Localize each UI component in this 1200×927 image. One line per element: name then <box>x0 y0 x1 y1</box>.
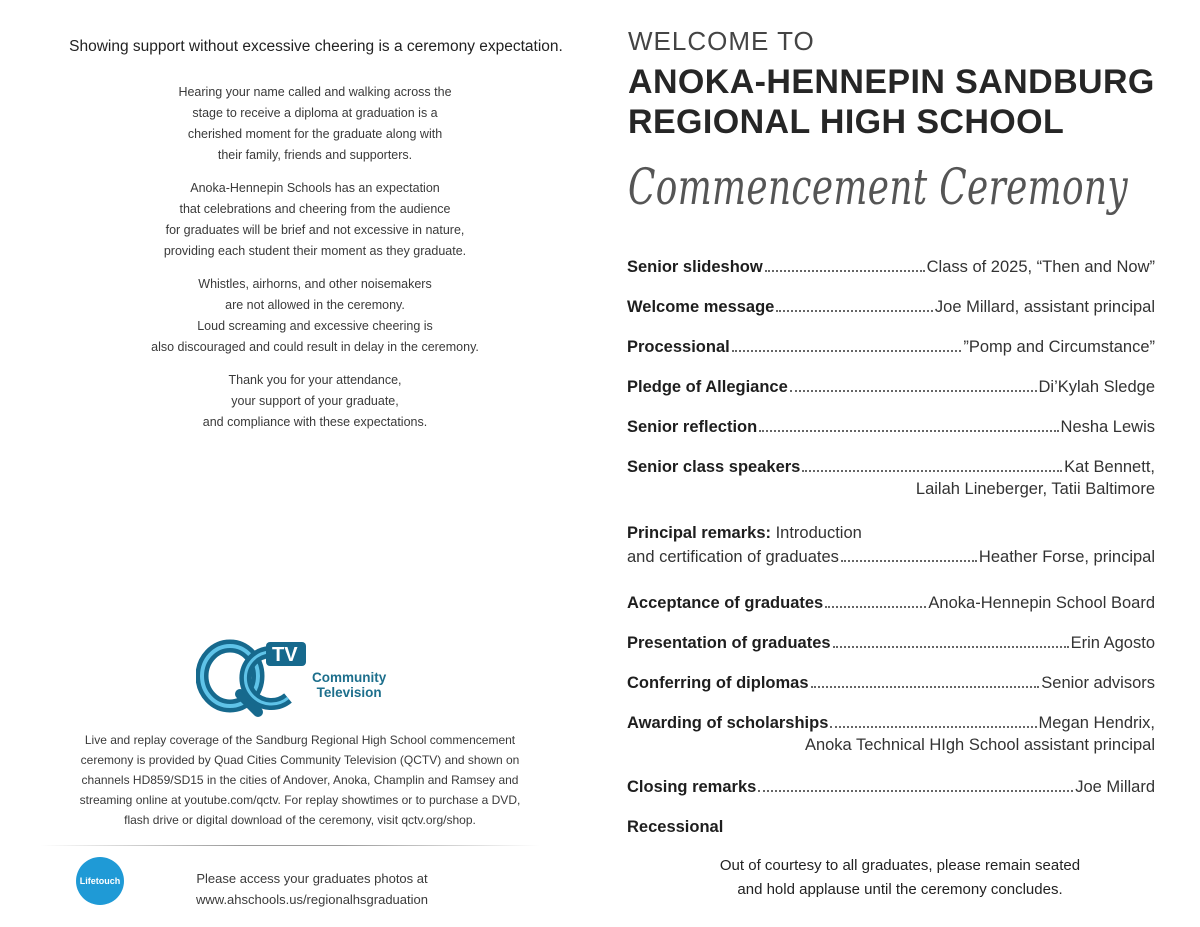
program-row <box>627 813 1155 853</box>
program-value: Nesha Lewis <box>1060 418 1155 436</box>
dot-leader <box>833 646 1069 648</box>
program-row <box>627 293 1155 333</box>
program-label: Processional <box>627 338 730 356</box>
program-value: Kat Bennett, <box>1064 458 1155 476</box>
program-value: Megan Hendrix, <box>1038 714 1155 732</box>
right-panel <box>600 0 1200 927</box>
script-title-text: Commencement Ceremony <box>628 158 1129 216</box>
program-value-continued: Lailah Lineberger, Tatii Baltimore <box>915 480 1155 498</box>
program-value: Erin Agosto <box>1070 634 1155 652</box>
program-value: Heather Forse, principal <box>978 548 1155 566</box>
program-label: Conferring of diplomas <box>627 674 809 692</box>
script-title-svg <box>626 146 1136 230</box>
school-name: ANOKA-HENNEPIN SANDBURG REGIONAL HIGH SCHOOL <box>628 63 1155 141</box>
program-value: ”Pomp and Circumstance” <box>963 338 1155 356</box>
program-label: Senior slideshow <box>627 258 763 276</box>
lifetouch-logo: Lifetouch <box>76 857 124 905</box>
program-label: Senior class speakers <box>627 458 801 476</box>
program-value-continued: Anoka Technical HIgh School assistant principal <box>804 736 1155 754</box>
program-row <box>627 709 1155 773</box>
program-label: Pledge of Allegiance <box>627 378 788 396</box>
program-label: Welcome message <box>627 298 775 316</box>
dot-leader <box>830 726 1036 728</box>
program-label: Awarding of scholarships <box>627 714 829 732</box>
expectation-heading: Showing support without excessive cheering is a ceremony expectation. <box>69 38 563 55</box>
program-label: Principal remarks: Introduction <box>627 524 862 542</box>
coverage-notice: Live and replay coverage of the Sandburg Regional High School commencement ceremony is provided by Quad Cities Community Television (QCTV) and shown on channels HD859/SD15 in the cities of Andover, Anoka, Champlin and Ramsey and streaming online at youtube.com/qctv. For replay showtimes or to purchase a DVD, flash drive or digital download of the ceremony, visit qctv.org/shop. <box>79 733 521 827</box>
program-row <box>627 589 1155 629</box>
paragraph-2: Anoka-Hennepin Schools has an expectation that celebrations and cheering from the audience for graduates will be brief and not excessive in nature, providing each student their moment as they graduate. <box>163 181 467 258</box>
program-row <box>627 629 1155 669</box>
dot-leader <box>776 310 933 312</box>
program-label: Presentation of graduates <box>627 634 831 652</box>
dot-leader <box>758 790 1073 792</box>
program-row <box>627 669 1155 709</box>
program-row <box>627 333 1155 373</box>
welcome-title: WELCOME TO <box>628 26 815 56</box>
photos-link[interactable]: www.ahschools.us/regionalhsgraduation <box>196 892 428 907</box>
program-label: Senior reflection <box>627 418 758 436</box>
program-value: Joe Millard <box>1075 778 1155 796</box>
program-label: Recessional <box>627 818 724 836</box>
program-row <box>627 373 1155 413</box>
expectation-paragraphs <box>115 82 515 445</box>
dot-leader <box>802 470 1062 472</box>
dot-leader <box>841 560 977 562</box>
paragraph-3: Whistles, airhorns, and other noisemakers are not allowed in the ceremony. Loud screaming and excessive cheering is also discouraged and could result in delay in the ceremony. <box>151 277 479 354</box>
program-row <box>627 453 1155 521</box>
section-divider <box>40 845 540 846</box>
program-list <box>627 253 1155 853</box>
paragraph-1: Hearing your name called and walking across the stage to receive a diploma at graduation is a cherished moment for the graduate along with their family, friends and supporters. <box>178 85 452 162</box>
qctv-logo <box>196 636 416 718</box>
program-row <box>627 413 1155 453</box>
courtesy-notice: Out of courtesy to all graduates, please remain seated and hold applause until the ceremony concludes. <box>719 857 1081 898</box>
program-value: Class of 2025, “Then and Now” <box>926 258 1155 276</box>
program-label: Acceptance of graduates <box>627 594 824 612</box>
qctv-wordmark: Community Television <box>312 670 387 700</box>
dot-leader <box>790 390 1037 392</box>
program-label: Closing remarks <box>627 778 757 796</box>
qctv-tv-text: TV <box>272 644 298 666</box>
program-row <box>627 521 1155 589</box>
dot-leader <box>811 686 1040 688</box>
paragraph-4: Thank you for your attendance, your support of your graduate, and compliance with these expectations. <box>202 373 428 429</box>
program-value: Senior advisors <box>1041 674 1155 692</box>
dot-leader <box>732 350 962 352</box>
dot-leader <box>765 270 925 272</box>
program-label-continued: and certification of graduates <box>627 548 839 566</box>
commencement-script-title <box>626 146 1136 230</box>
program-row <box>627 253 1155 293</box>
program-value: Anoka-Hennepin School Board <box>928 594 1155 612</box>
photos-notice: Please access your graduates photos at www.ahschools.us/regionalhsgraduation <box>196 871 428 907</box>
dot-leader <box>759 430 1058 432</box>
program-row <box>627 773 1155 813</box>
program-value: Di’Kylah Sledge <box>1038 378 1155 396</box>
dot-leader <box>825 606 926 608</box>
program-value: Joe Millard, assistant principal <box>934 298 1155 316</box>
